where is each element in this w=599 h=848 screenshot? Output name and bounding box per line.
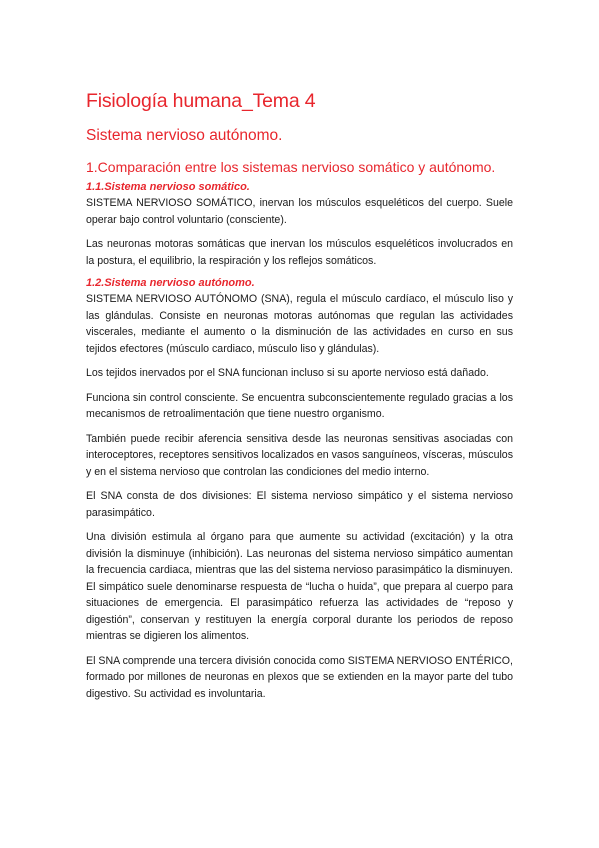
document-subtitle: Sistema nervioso autónomo. xyxy=(86,127,283,144)
paragraph: SISTEMA NERVIOSO AUTÓNOMO (SNA), regula el músculo cardíaco, el músculo liso y las glándulas. Consiste en neuronas motoras autónomas que regulan las actividades viscerales, mediante el aumento o la disminución de las actividades en curso en sus tejidos efectores (músculo cardiaco, músculo liso y glándulas). xyxy=(86,293,513,355)
paragraph: El SNA consta de dos divisiones: El sistema nervioso simpático y el sistema nervioso parasimpático. xyxy=(86,490,513,519)
document-title: Fisiología humana_Tema 4 xyxy=(86,90,316,112)
paragraph: SISTEMA NERVIOSO SOMÁTICO, inervan los músculos esqueléticos del cuerpo. Suele operar bajo control voluntario (consciente). xyxy=(86,197,513,226)
paragraph: Los tejidos inervados por el SNA funcionan incluso si su aporte nervioso está dañado. xyxy=(86,367,489,379)
subsection-heading-1-2: 1.2.Sistema nervioso autónomo. xyxy=(86,277,255,289)
paragraph: También puede recibir aferencia sensitiva desde las neuronas sensitivas asociadas con interoceptores, receptores sensitivos localizados en vasos sanguíneos, vísceras, músculos y en el sistema nervioso que controlan las condiciones del medio interno. xyxy=(86,432,513,478)
subsection-heading-1-1: 1.1.Sistema nervioso somático. xyxy=(86,181,250,193)
section-heading-1: 1.Comparación entre los sistemas nervioso somático y autónomo. xyxy=(86,159,496,175)
paragraph: Funciona sin control consciente. Se encuentra subconscientemente regulado gracias a los mecanismos de retroalimentación que tiene nuestro organismo. xyxy=(86,391,513,420)
paragraph: El SNA comprende una tercera división conocida como SISTEMA NERVIOSO ENTÉRICO, formado por millones de neuronas en plexos que se extienden en la mayor parte del tubo digestivo. Su actividad es involuntaria. xyxy=(86,654,513,700)
paragraph: Una división estimula al órgano para que aumente su actividad (excitación) y la otra división la disminuye (inhibición). Las neuronas del sistema nervioso simpático aumentan la frecuencia cardiaca, mientras que las del sistema nervioso parasimpático la disminuyen. El simpático suele denominarse respuesta de “lucha o huida”, que prepara al cuerpo para situaciones de emergencia. El parasimpático refuerza las actividades de “reposo y digestión”, conservan y restituyen la energía corporal durante los periodos de reposo mientras se digieren los alimentos. xyxy=(86,531,513,642)
paragraph: Las neuronas motoras somáticas que inervan los músculos esqueléticos involucrados en la postura, el equilibrio, la respiración y los reflejos somáticos. xyxy=(86,238,513,267)
